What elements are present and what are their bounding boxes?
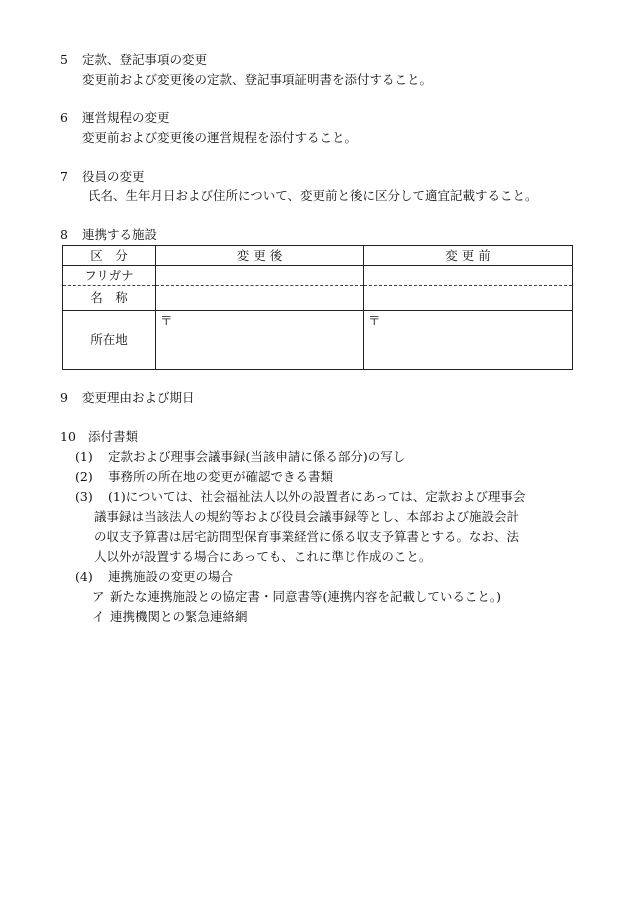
attachment-4-number: (4) (75, 569, 93, 584)
header-before: 変 更 前 (364, 246, 573, 266)
section-5-title: 定款、登記事項の変更 (82, 52, 208, 67)
table-row-name (63, 286, 573, 311)
facility-change-table (62, 245, 573, 370)
label-furigana: フリガナ (63, 266, 156, 286)
header-after: 変 更 後 (156, 246, 364, 266)
furigana-after-cell[interactable] (156, 266, 364, 286)
section-8-title: 連携する施設 (82, 227, 158, 242)
attachment-1-number: (1) (75, 449, 93, 464)
section-7-number: 7 (60, 169, 68, 184)
table-row-address (63, 311, 573, 370)
name-after-cell[interactable] (156, 286, 364, 311)
attachment-1-text: 定款および理事会議事録(当該申請に係る部分)の写し (108, 449, 406, 464)
label-name: 名 称 (63, 286, 156, 311)
address-after-cell[interactable] (156, 311, 364, 370)
section-8-number: 8 (60, 227, 68, 242)
section-10-number: 10 (60, 429, 76, 444)
attachment-4-sub-b-text: 連携機関との緊急連絡網 (110, 609, 248, 624)
table-header-row (63, 246, 573, 266)
section-6-title: 運営規程の変更 (82, 110, 170, 125)
section-7-title: 役員の変更 (82, 169, 145, 184)
address-before-cell[interactable] (364, 311, 573, 370)
attachment-2-number: (2) (75, 469, 93, 484)
attachment-3-line-2: 議事録は当該法人の規約等および役員会議事録等とし、本部および施設会計 (94, 509, 520, 524)
attachment-4-sub-b-mark: イ (92, 609, 105, 624)
postal-mark-after: 〒 (160, 313, 173, 328)
attachment-3-line-1: (1)については、社会福祉法人以外の設置者にあっては、定款および理事会 (108, 489, 526, 504)
section-5-body: 変更前および変更後の定款、登記事項証明書を添付すること。 (82, 72, 433, 87)
section-6-body: 変更前および変更後の運営規程を添付すること。 (82, 130, 358, 145)
attachment-2-text: 事務所の所在地の変更が確認できる書類 (108, 469, 334, 484)
attachment-4-text: 連携施設の変更の場合 (108, 569, 234, 584)
section-6-number: 6 (60, 110, 68, 125)
section-9-title: 変更理由および期日 (82, 390, 195, 405)
header-category: 区 分 (63, 246, 156, 266)
section-10-title: 添付書類 (88, 429, 139, 444)
name-before-cell[interactable] (364, 286, 573, 311)
label-address: 所在地 (63, 311, 156, 370)
attachment-3-number: (3) (75, 489, 93, 504)
furigana-before-cell[interactable] (364, 266, 573, 286)
postal-mark-before: 〒 (368, 313, 381, 328)
section-9-number: 9 (60, 390, 68, 405)
attachment-3-line-4: 人以外が設置する場合にあっても、これに準じ作成のこと。 (94, 549, 432, 564)
attachment-3-line-3: の収支予算書は居宅訪問型保育事業経営に係る収支予算書とする。なお、法 (94, 529, 520, 544)
attachment-4-sub-a-mark: ア (92, 589, 105, 604)
attachment-4-sub-a-text: 新たな連携施設との協定書・同意書等(連携内容を記載していること。) (110, 589, 502, 604)
table-row-furigana (63, 266, 573, 286)
section-7-body: 氏名、生年月日および住所について、変更前と後に区分して適宜記載すること。 (88, 188, 538, 203)
section-5-number: 5 (60, 52, 68, 67)
